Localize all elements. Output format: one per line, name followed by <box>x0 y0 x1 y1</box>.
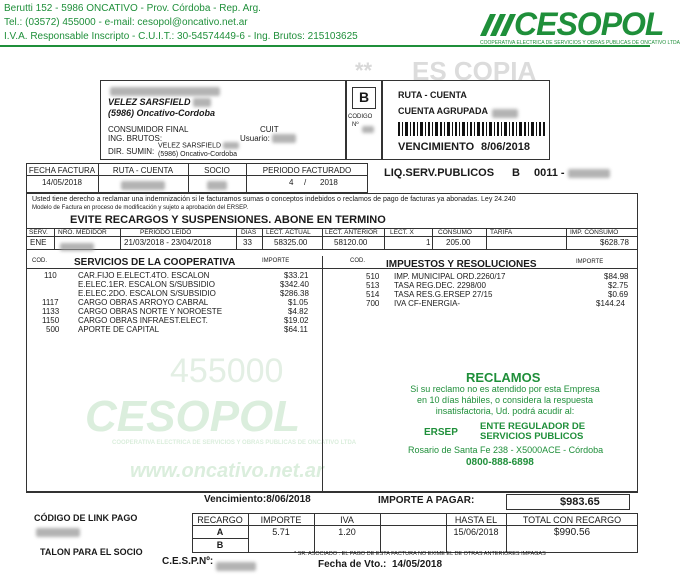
ing-brutos-label: ING. BRUTOS: <box>108 134 163 143</box>
meter-col <box>120 228 121 249</box>
cuenta-agrupada-redacted <box>492 105 518 123</box>
liq-letter: B <box>512 167 520 179</box>
meter-h-lect-x: LECT. X <box>390 229 414 236</box>
fecha-factura-value: 14/05/2018 <box>41 178 83 187</box>
svc-amt: $342.40 <box>280 280 309 289</box>
invoice-letter: B <box>358 89 370 105</box>
customer-city: (5986) Oncativo-Cordoba <box>108 108 216 118</box>
ente-line1: ENTE REGULADOR DE <box>480 421 586 432</box>
tax-cod: 510 <box>366 272 380 281</box>
codigo-redacted <box>362 121 374 139</box>
stub-total-label: TOTAL CON RECARGO <box>522 515 622 525</box>
meter-col <box>566 228 567 249</box>
copy-stars: ** <box>355 58 373 83</box>
ersep-label: ERSEP <box>424 427 458 438</box>
totals-vencimiento: Vencimiento:8/06/2018 <box>204 494 311 505</box>
stub-importe-value: 5.71 <box>272 527 290 537</box>
tax-amt: $84.98 <box>604 272 629 281</box>
period-row-divider <box>26 175 368 176</box>
taxes-cod-label: COD. <box>350 258 365 264</box>
liq-label: LIQ.SERV.PUBLICOS <box>384 167 495 179</box>
cuit-label: CUIT <box>260 125 279 134</box>
services-importe-label: IMPORTE <box>262 258 290 264</box>
meter-h-medidor: NRO. MEDIDOR <box>58 229 107 236</box>
notice-line2: Modelo de Factura en proceso de modificación y sujeto a aprobación del ERSEP. <box>32 205 249 211</box>
meter-lect-anterior: 58120.00 <box>334 238 368 247</box>
tax-desc: IMP. MUNICIPAL ORD.2260/17 <box>394 272 506 281</box>
svc-cod: 1117 <box>42 298 59 307</box>
meter-col <box>322 228 323 249</box>
svc-desc: CAR.FIJO E.ELECT.4TO. ESCALON <box>78 271 210 280</box>
svc-desc: APORTE DE CAPITAL <box>78 325 160 334</box>
fine-print: * SR. ASOCIADO : EL PAGO DE ESTA FACTURA NO EXIME EL DE OTRAS ANTERIORES IMPAGAS <box>294 551 546 557</box>
tax-desc: IVA CF-ENERGIA- <box>394 299 461 308</box>
codigo-no: Nº <box>352 122 359 128</box>
svc-amt: $64.11 <box>284 325 308 334</box>
link-pago-redacted <box>36 524 80 542</box>
meter-table-header-bottom <box>26 236 638 237</box>
cesp-redacted <box>216 558 256 576</box>
section-divider <box>322 256 323 492</box>
ruta-cuenta-label: RUTA - CUENTA <box>398 90 467 100</box>
svc-amt: $4.82 <box>288 307 309 316</box>
copy-stamp: ES COPIA <box>412 56 537 86</box>
tax-cod: 514 <box>366 290 380 299</box>
periodo-year: 2018 <box>320 178 338 187</box>
stub-hasta-label: HASTA EL <box>454 515 498 525</box>
consumer-type: CONSUMIDOR FINAL <box>108 125 189 134</box>
section-header-line <box>26 268 638 269</box>
services-title: SERVICIOS DE LA COOPERATIVA <box>74 257 236 268</box>
svc-desc: CARGO OBRAS ARROYO CABRAL <box>78 298 209 307</box>
ersep-phone: 0800-888-6898 <box>466 457 534 468</box>
stub-importe-label: IMPORTE <box>260 515 302 525</box>
meter-col <box>486 228 487 249</box>
svc-amt: $1.05 <box>288 298 309 307</box>
meter-h-lect-actual: LECT. ACTUAL <box>266 229 311 236</box>
meter-medidor-redacted <box>60 238 94 256</box>
periodo-sep: / <box>304 178 307 187</box>
periodo-label: PERIODO FACTURADO <box>262 166 352 175</box>
company-tax-info: I.V.A. Responsable Inscripto - C.U.I.T.: 30-54574449-6 - Ing. Brutos: 215103625 <box>4 31 358 42</box>
meter-h-dias: DIAS <box>241 229 257 236</box>
customer-street: VELEZ SARSFIELD <box>108 97 211 107</box>
svc-cod: 500 <box>46 325 60 334</box>
meter-h-lect-anterior: LECT. ANTERIOR <box>325 229 378 236</box>
meter-col <box>54 228 55 249</box>
totals-top-line <box>26 492 638 493</box>
fecha-vto-label: Fecha de Vto.: <box>318 559 387 570</box>
vencimiento-value: 8/06/2018 <box>481 141 530 153</box>
meter-consumo: 205.00 <box>446 238 471 247</box>
svc-amt: $286.38 <box>280 289 309 298</box>
meter-col <box>262 228 263 249</box>
fecha-vto-value: 14/05/2018 <box>392 559 443 570</box>
taxes-title: IMPUESTOS Y RESOLUCIONES <box>386 259 537 270</box>
reclamos-line3: insatisfactoria, Ud. podrá acudir al: <box>435 406 575 416</box>
meter-table-bottom <box>26 249 638 250</box>
svc-desc: E.ELEC.1ER. ESCALON S/SUBSIDIO <box>78 280 215 289</box>
logo-wordmark: CESOPOL <box>514 6 664 42</box>
svc-desc: CARGO OBRAS NORTE Y NOROESTE <box>78 307 223 316</box>
svc-desc: E.ELEC.2DO. ESCALON S/SUBSIDIO <box>78 289 216 298</box>
meter-h-consumo: CONSUMO <box>438 229 472 236</box>
stub-iva-label: IVA <box>340 515 354 525</box>
vencimiento-label: VENCIMIENTO <box>398 141 475 153</box>
link-pago-label: CÓDIGO DE LINK PAGO <box>34 513 138 523</box>
stub-row-line <box>192 525 638 526</box>
watermark-logo: CESOPOL <box>85 392 301 441</box>
dir-sumin-label: DIR. SUMIN: <box>108 147 155 156</box>
meter-col <box>432 228 433 249</box>
meter-imp-consumo: $628.78 <box>600 238 629 247</box>
period-ruta-label: RUTA - CUENTA <box>112 166 174 175</box>
cesp-label: C.E.S.P.Nº: <box>162 556 214 567</box>
usuario-label: Usuario: <box>240 134 296 143</box>
importe-a-pagar-label: IMPORTE A PAGAR: <box>378 495 475 506</box>
meter-lect-actual: 58325.00 <box>274 238 308 247</box>
stub-row-b: B <box>216 540 224 550</box>
codigo-label: CODIGO <box>348 114 373 120</box>
svc-amt: $19.02 <box>284 316 309 325</box>
meter-h-periodo: PERIODO LEIDO <box>140 229 192 236</box>
fecha-factura-label: FECHA FACTURA <box>28 166 96 175</box>
dir-sumin-line2: (5986) Oncativo-Cordoba <box>158 151 237 158</box>
svc-amt: $33.21 <box>284 271 309 280</box>
reclamos-title: RECLAMOS <box>466 370 541 385</box>
company-contact: Tel.: (03572) 455000 - e-mail: cesopol@oncativo.net.ar <box>4 17 248 28</box>
stub-row-a: A <box>216 527 224 537</box>
svc-desc: CARGO OBRAS INFRAEST.ELECT. <box>78 316 208 325</box>
stub-col <box>380 513 381 553</box>
ente-line2: SERVICIOS PUBLICOS <box>480 431 584 442</box>
meter-lect-x: 1 <box>426 238 431 247</box>
logo-tagline: COOPERATIVA ELECTRICA DE SERVICIOS Y OBRAS PUBLICAS DE ONCATIVO LTDA <box>480 40 680 46</box>
meter-h-imp-consumo: IMP. CONSUMO <box>570 229 619 236</box>
tax-cod: 513 <box>366 281 380 290</box>
meter-periodo: 21/03/2018 - 23/04/2018 <box>124 238 212 247</box>
meter-col <box>236 228 237 249</box>
tax-amt: $2.75 <box>608 281 629 290</box>
importe-a-pagar-value: $983.65 <box>560 496 600 508</box>
watermark-number: 455000 <box>170 352 284 390</box>
services-cod-label: COD. <box>32 258 47 264</box>
ersep-address: Rosario de Santa Fe 238 - X5000ACE - Córdoba <box>408 445 604 455</box>
watermark-url: www.oncativo.net.ar <box>130 460 324 482</box>
stub-hasta-value: 15/06/2018 <box>453 527 499 537</box>
periodo-num: 4 <box>289 178 294 187</box>
tax-cod: 700 <box>366 299 380 308</box>
liq-number: 0011 - <box>534 167 610 179</box>
customer-name-redacted <box>110 87 220 96</box>
notice-line1: Usted tiene derecho a reclamar una indemnización si le facturamos sumas o conceptos indebidos o reclamos de pago de facturas ya abonadas. Ley 24.240 <box>32 196 516 203</box>
socio-label: SOCIO <box>204 166 230 175</box>
watermark-tagline: COOPERATIVA ELECTRICA DE SERVICIOS Y OBRAS PUBLICAS DE ONCATIVO LTDA <box>112 440 357 446</box>
tax-desc: TASA RES.G.ERSEP 27/15 <box>394 290 493 299</box>
company-address: Berutti 152 - 5986 ONCATIVO - Prov. Córdoba - Rep. Arg. <box>4 3 261 14</box>
svc-cod: 1133 <box>42 307 60 316</box>
tax-desc: TASA REG.DEC. 2298/00 <box>394 281 486 290</box>
talon-label: TALON PARA EL SOCIO <box>40 547 143 557</box>
svc-cod: 1150 <box>42 316 60 325</box>
cesopol-logo-icon <box>476 10 518 38</box>
recargos-banner: EVITE RECARGOS Y SUSPENSIONES. ABONE EN TERMINO <box>70 214 386 226</box>
meter-col <box>384 228 385 249</box>
tax-amt: $144.24 <box>596 299 625 308</box>
dir-sumin-line1: VELEZ SARSFIELD <box>158 142 239 149</box>
cuenta-agrupada-label: CUENTA AGRUPADA <box>398 106 488 116</box>
meter-serv: ENE <box>30 238 47 247</box>
taxes-importe-label: IMPORTE <box>576 259 604 265</box>
stub-row-line <box>192 538 248 539</box>
reclamos-line1: Si su reclamo no es atendido por esta Empresa <box>410 384 600 394</box>
reclamos-line2: en 10 días hábiles, o considera la respuesta <box>416 395 594 405</box>
meter-dias: 33 <box>243 238 252 247</box>
stub-total-value: $990.56 <box>553 527 591 538</box>
stub-iva-value: 1.20 <box>338 527 356 537</box>
stub-recargo-label: RECARGO <box>197 515 243 525</box>
meter-h-tarifa: TARIFA <box>490 229 513 236</box>
meter-h-serv: SERV. <box>29 229 48 236</box>
svc-cod: 110 <box>44 271 57 280</box>
tax-amt: $0.69 <box>608 290 629 299</box>
barcode <box>398 122 546 136</box>
